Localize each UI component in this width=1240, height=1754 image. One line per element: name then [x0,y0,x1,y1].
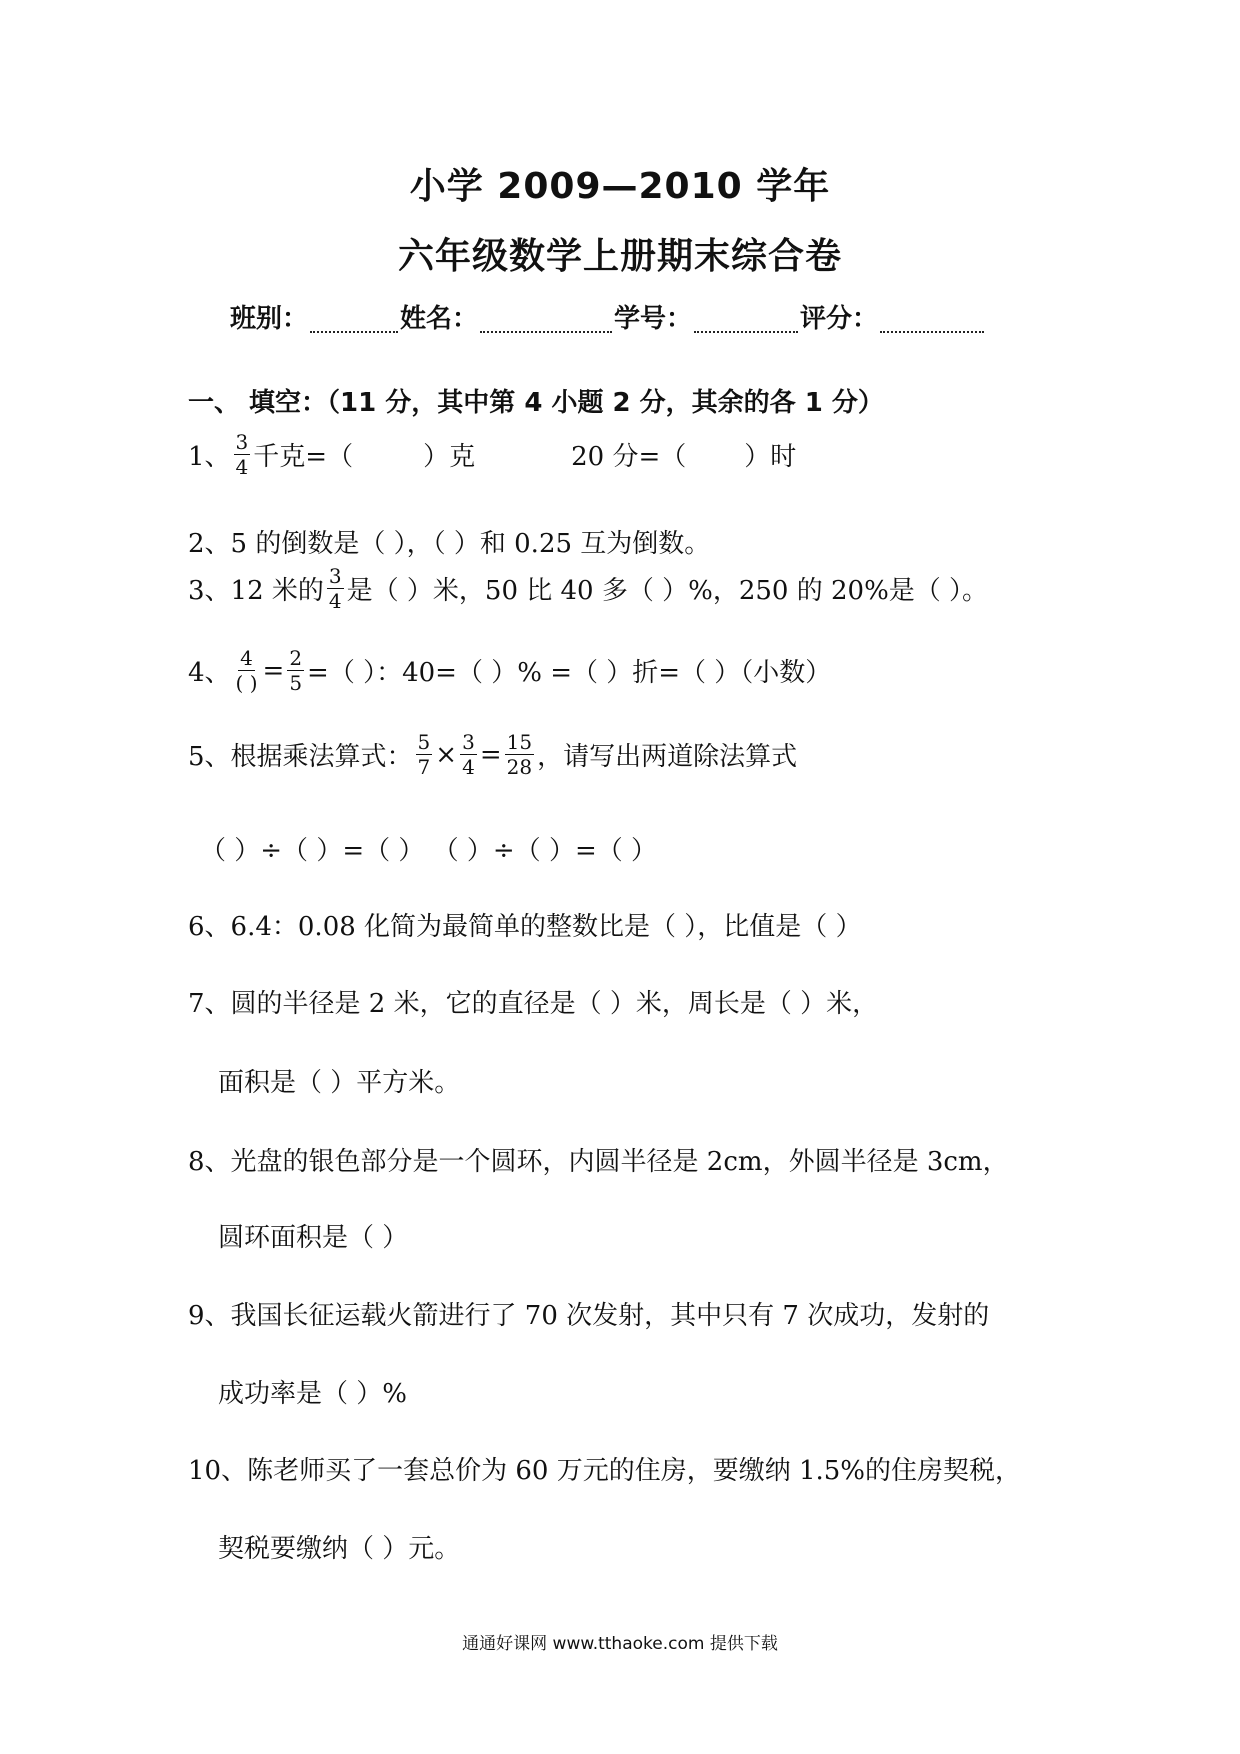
fraction-denominator-blank[interactable]: ( ) [235,671,258,695]
footer-credit: 通通好课网 www.tthaoke.com 提供下载 [462,1634,778,1654]
question-5 [188,732,797,777]
question-7: 7、圆的半径是 2 米，它的直径是（ ）米，周长是（ ）米， [188,989,879,1019]
fraction-numerator: 15 [506,730,533,754]
fraction-numerator: 4 [240,646,253,670]
class-label: 班别： [230,304,309,334]
question-1 [188,432,796,477]
question-text: 5、根据乘法算式： [188,742,413,772]
fraction-numerator: 3 [235,430,249,454]
fraction-denominator: 4 [462,755,475,779]
question-text: ，请写出两道除法算式 [537,742,798,772]
student-info-row [230,298,986,335]
fraction [505,732,534,777]
fraction [287,648,304,693]
fraction [416,732,433,777]
fraction-numerator: 2 [289,646,303,670]
score-label: 评分： [800,304,879,334]
class-blank[interactable] [310,307,398,333]
fraction [234,432,251,477]
question-text: ）克 [423,442,476,472]
id-blank[interactable] [694,307,798,333]
fraction-numerator: 5 [417,730,431,754]
question-5-blanks: （ ）÷（ ）=（ ） （ ）÷（ ）=（ ） [200,836,657,866]
question-2: 2、5 的倒数是（ ），（ ）和 0.25 互为倒数。 [188,529,711,559]
times-sign: × [435,739,458,770]
equals-sign: = [262,655,285,686]
id-label: 学号： [614,304,693,334]
question-text: =（ ）：40=（ ）% =（ ）折=（ ）（小数） [307,658,832,688]
question-4 [188,648,831,693]
question-number: 1、 [188,442,231,472]
fraction-numerator: 3 [328,564,342,588]
question-7-cont: 面积是（ ）平方米。 [218,1068,461,1098]
question-10: 10、陈老师买了一套总价为 60 万元的住房，要缴纳 1.5%的住房契税， [188,1456,1022,1486]
fraction [460,732,477,777]
fraction-denominator: 28 [506,755,533,779]
name-blank[interactable] [480,307,612,333]
exam-title-line1: 小学 2009—2010 学年 [409,166,831,207]
exam-title-line2: 六年级数学上册期末综合卷 [397,236,842,277]
fraction [234,648,260,693]
fraction [327,566,344,611]
fraction-denominator: 7 [417,755,431,779]
section-heading: 一、 填空：（11 分，其中第 4 小题 2 分，其余的各 1 分） [188,388,884,418]
question-10-cont: 契税要缴纳（ ）元。 [218,1534,461,1564]
fraction-denominator: 5 [289,671,303,695]
question-9: 9、我国长征运载火箭进行了 70 次发射，其中只有 7 次成功，发射的 [188,1301,990,1331]
fraction-denominator: 4 [328,589,342,613]
equals-sign: = [479,739,502,770]
fraction-denominator: 4 [235,455,249,479]
name-label: 姓名： [400,304,479,334]
question-text: 3、12 米的 [188,576,324,606]
question-text: 千克=（ [253,442,354,472]
question-text: ）时 [744,442,797,472]
question-8: 8、光盘的银色部分是一个圆环，内圆半径是 2cm，外圆半径是 3cm， [188,1147,1009,1177]
fraction-numerator: 3 [462,730,475,754]
question-9-cont: 成功率是（ ）% [218,1379,407,1409]
question-3 [188,566,988,611]
question-text: 4、 [188,658,231,688]
question-text: 是（ ）米，50 比 40 多（ ）%，250 的 20%是（ ）。 [346,576,989,606]
score-blank[interactable] [880,307,984,333]
question-8-cont: 圆环面积是（ ） [218,1223,409,1253]
question-text: 20 分=（ [571,442,687,472]
question-6: 6、6.4：0.08 化简为最简单的整数比是（ ），比值是（ ） [188,912,862,942]
